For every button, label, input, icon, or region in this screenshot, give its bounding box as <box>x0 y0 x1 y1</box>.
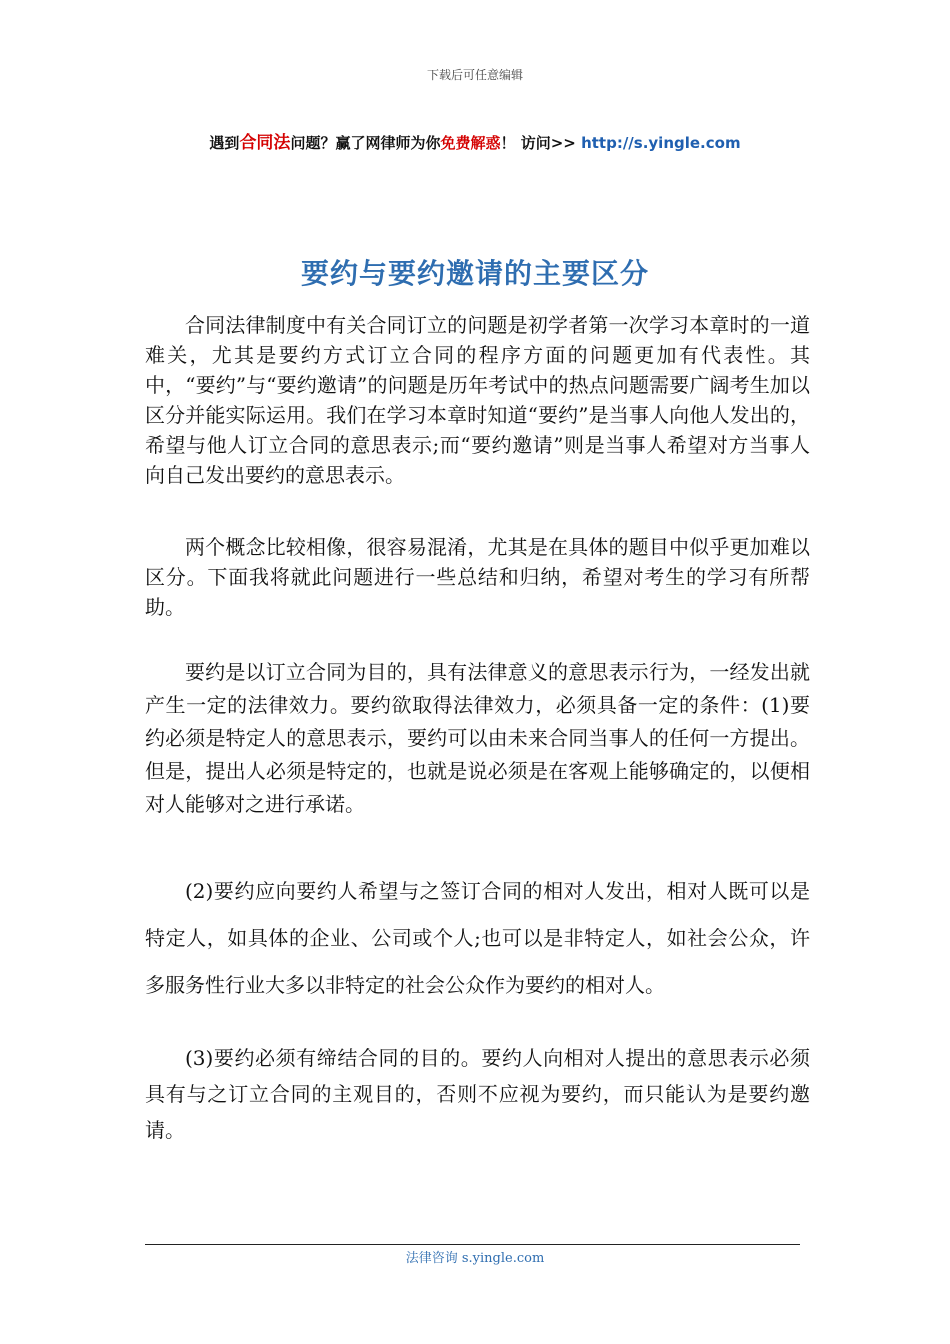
promo-prefix: 遇到 <box>209 134 240 152</box>
paragraph-1: 合同法律制度中有关合同订立的问题是初学者第一次学习本章时的一道难关，尤其是要约方式订立合同的程序方面的问题更加有代表性。其中，“要约”与“要约邀请”的问题是历年考试中的热点问题需要广阔考生加以区分并能实际运用。我们在学习本章时知道“要约”是当事人向他人发出的，希望与他人订立合同的意思表示;而“要约邀请”则是当事人希望对方当事人向自己发出要约的意思表示。 <box>145 313 810 487</box>
header-note: 下载后可任意编辑 <box>426 68 523 82</box>
footer-text[interactable]: 法律咨询 s.yingle.com <box>405 1251 545 1266</box>
document-title: 要约与要约邀请的主要区分 <box>300 257 649 290</box>
paragraph-5: (3)要约必须有缔结合同的目的。要约人向相对人提出的意思表示必须具有与之订立合同的主观目的，否则不应视为要约，而只能认为是要约邀请。 <box>145 1046 810 1142</box>
paragraph-2: 两个概念比较相像，很容易混淆，尤其是在具体的题目中似乎更加难以区分。下面我将就此问题进行一些总结和归纳，希望对考生的学习有所帮助。 <box>145 535 810 619</box>
paragraph-4: (2)要约应向要约人希望与之签订合同的相对人发出，相对人既可以是特定人，如具体的企业、公司或个人;也可以是非特定人，如社会公众，许多服务性行业大多以非特定的社会公众作为要约的相对人。 <box>145 879 810 997</box>
promo-middle: 问题？赢了网律师为你 <box>290 134 441 152</box>
promo-banner <box>0 128 950 153</box>
promo-highlight: 合同法 <box>239 133 291 153</box>
promo-highlight-2: 免费解惑 <box>440 134 501 152</box>
promo-link[interactable]: http://s.yingle.com <box>581 134 741 152</box>
paragraph-3: 要约是以订立合同为目的，具有法律意义的意思表示行为，一经发出就产生一定的法律效力。要约欲取得法律效力，必须具备一定的条件：(1)要约必须是特定人的意思表示，要约可以由未来合同当事人的任何一方提出。但是，提出人必须是特定的，也就是说必须是在客观上能够确定的，以便相对人能够对之进行承诺。 <box>145 660 810 816</box>
promo-suffix: ！ 访问>> <box>500 134 582 152</box>
footer-divider <box>145 1244 800 1245</box>
